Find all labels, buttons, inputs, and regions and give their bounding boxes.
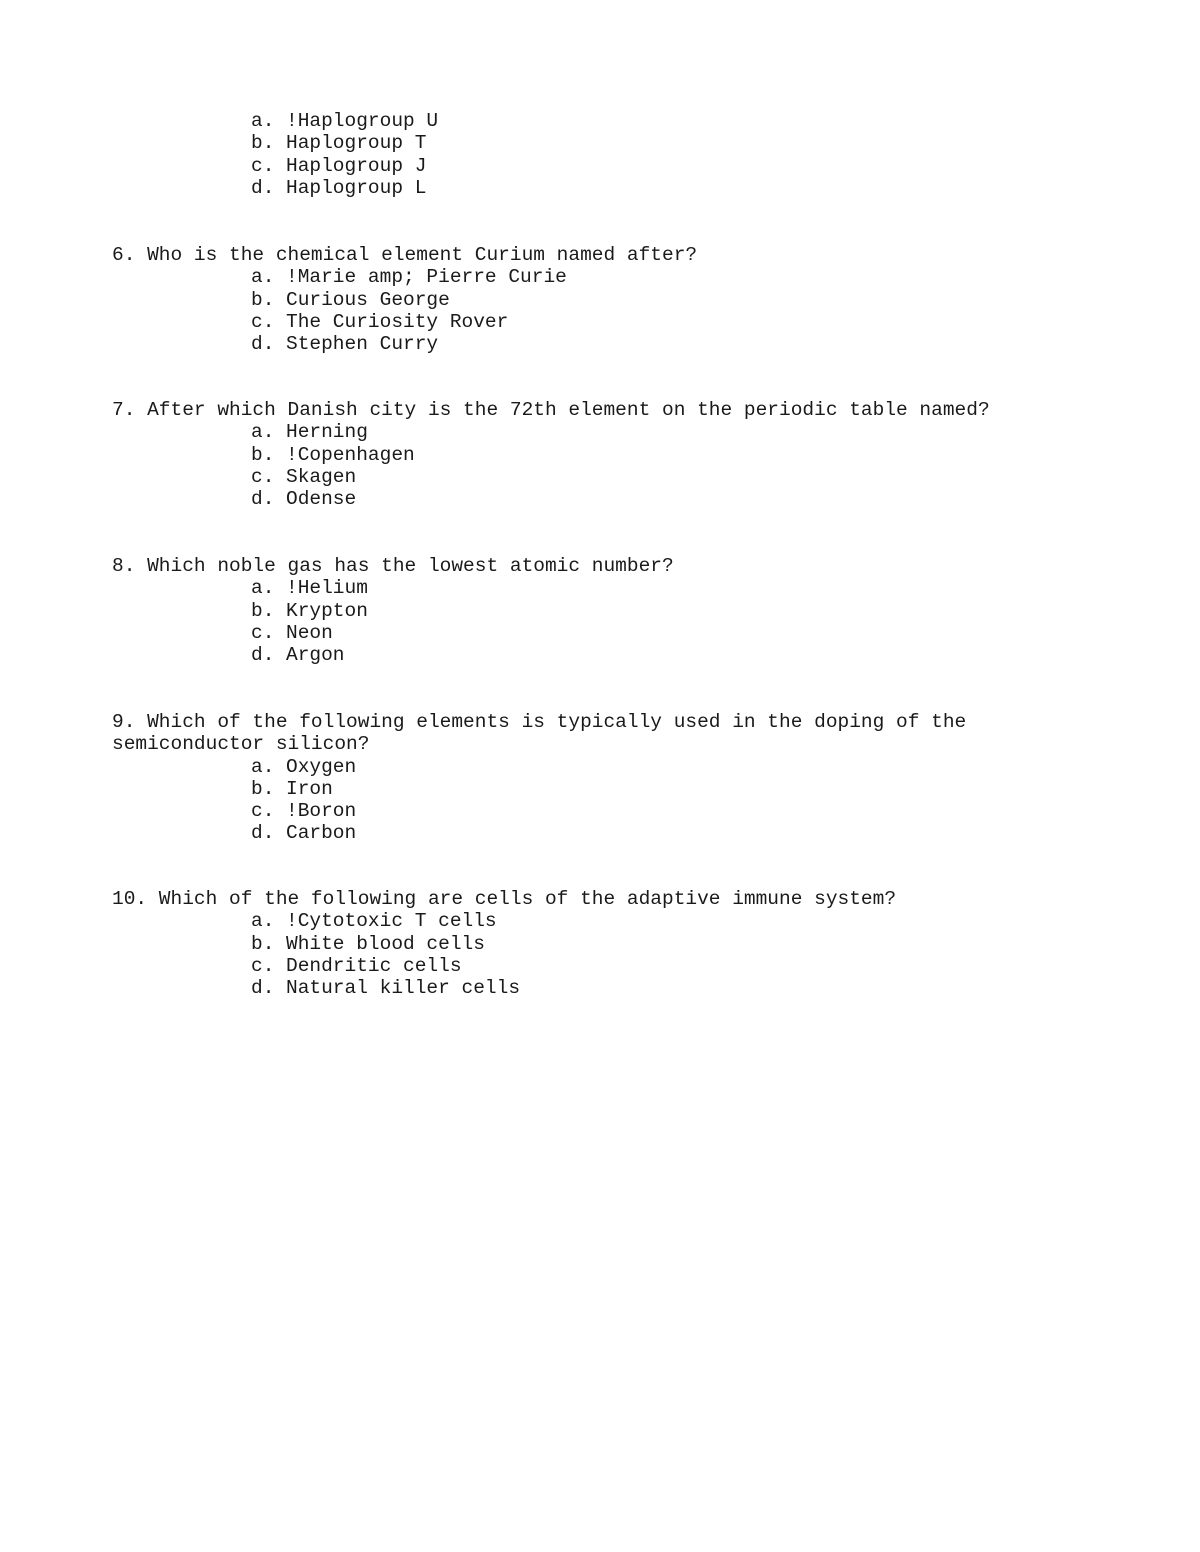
answer-options <box>112 577 1012 666</box>
question-8-block <box>112 555 1012 666</box>
answer-option <box>112 421 1012 443</box>
option-letter: c. <box>251 154 275 177</box>
option-letter: b. <box>251 932 275 955</box>
answer-options <box>112 910 1012 999</box>
option-text: !Cytotoxic T cells <box>286 910 497 933</box>
answer-option <box>112 910 1012 932</box>
option-letter: a. <box>251 910 275 933</box>
answer-options <box>112 421 1012 510</box>
option-letter: b. <box>251 132 275 155</box>
option-letter: a. <box>251 421 275 444</box>
question-text: 9. Which of the following elements is typically used in the doping of the semiconductor silicon? <box>112 711 967 756</box>
option-letter: c. <box>251 310 275 333</box>
answer-option <box>112 955 1012 977</box>
option-text: Krypton <box>286 599 368 622</box>
option-letter: a. <box>251 110 275 132</box>
option-text: Dendritic cells <box>286 954 462 977</box>
option-letter: a. <box>251 577 275 600</box>
answer-options <box>112 756 1012 845</box>
option-letter: d. <box>251 176 275 199</box>
partial-question-block <box>112 110 1012 199</box>
answer-option <box>112 177 1012 199</box>
answer-option <box>112 155 1012 177</box>
question-6-block <box>112 244 1012 355</box>
option-text: Odense <box>286 488 357 511</box>
answer-options <box>112 110 1012 199</box>
option-text: Iron <box>286 777 333 800</box>
option-text: Argon <box>286 644 345 667</box>
answer-option <box>112 132 1012 154</box>
option-text: Oxygen <box>286 755 357 778</box>
answer-option <box>112 311 1012 333</box>
option-letter: c. <box>251 800 275 823</box>
question-text: 7. After which Danish city is the 72th element on the periodic table named? <box>112 399 990 421</box>
answer-option <box>112 977 1012 999</box>
answer-option <box>112 822 1012 844</box>
option-text: !Helium <box>286 577 368 600</box>
answer-option <box>112 800 1012 822</box>
answer-option <box>112 466 1012 488</box>
option-text: White blood cells <box>286 932 485 955</box>
option-letter: d. <box>251 333 275 356</box>
option-letter: b. <box>251 288 275 311</box>
option-letter: c. <box>251 954 275 977</box>
option-letter: c. <box>251 621 275 644</box>
option-text: Herning <box>286 421 368 444</box>
option-text: !Haplogroup U <box>286 110 439 132</box>
option-text: Haplogroup J <box>286 154 427 177</box>
answer-option <box>112 577 1012 599</box>
answer-option <box>112 778 1012 800</box>
option-text: Skagen <box>286 465 357 488</box>
option-text: Curious George <box>286 288 450 311</box>
answer-option <box>112 622 1012 644</box>
answer-option <box>112 488 1012 510</box>
option-letter: a. <box>251 755 275 778</box>
option-letter: d. <box>251 977 275 1000</box>
answer-option <box>112 266 1012 288</box>
question-10-block <box>112 888 1012 999</box>
answer-option <box>112 289 1012 311</box>
option-letter: d. <box>251 822 275 845</box>
question-text: 10. Which of the following are cells of the adaptive immune system? <box>112 888 897 910</box>
option-text: Haplogroup T <box>286 132 427 155</box>
option-text: Neon <box>286 621 333 644</box>
option-text: Carbon <box>286 822 357 845</box>
question-text: 8. Which noble gas has the lowest atomic number? <box>112 555 674 577</box>
answer-option <box>112 444 1012 466</box>
option-letter: b. <box>251 599 275 622</box>
option-text: Haplogroup L <box>286 176 427 199</box>
question-9-block <box>112 711 1012 845</box>
option-text: !Marie amp; Pierre Curie <box>286 266 567 289</box>
answer-options <box>112 266 1012 355</box>
option-letter: b. <box>251 777 275 800</box>
option-text: Natural killer cells <box>286 977 521 1000</box>
option-text: !Copenhagen <box>286 443 415 466</box>
answer-option <box>112 333 1012 355</box>
answer-option <box>112 933 1012 955</box>
option-letter: c. <box>251 465 275 488</box>
question-7-block <box>112 399 1012 510</box>
answer-option <box>112 600 1012 622</box>
option-text: The Curiosity Rover <box>286 310 509 333</box>
option-text: Stephen Curry <box>286 333 439 356</box>
option-letter: a. <box>251 266 275 289</box>
answer-option <box>112 756 1012 778</box>
answer-option <box>112 110 1012 132</box>
option-text: !Boron <box>286 800 357 823</box>
question-text: 6. Who is the chemical element Curium named after? <box>112 244 698 266</box>
answer-option <box>112 644 1012 666</box>
option-letter: d. <box>251 488 275 511</box>
option-letter: d. <box>251 644 275 667</box>
option-letter: b. <box>251 443 275 466</box>
